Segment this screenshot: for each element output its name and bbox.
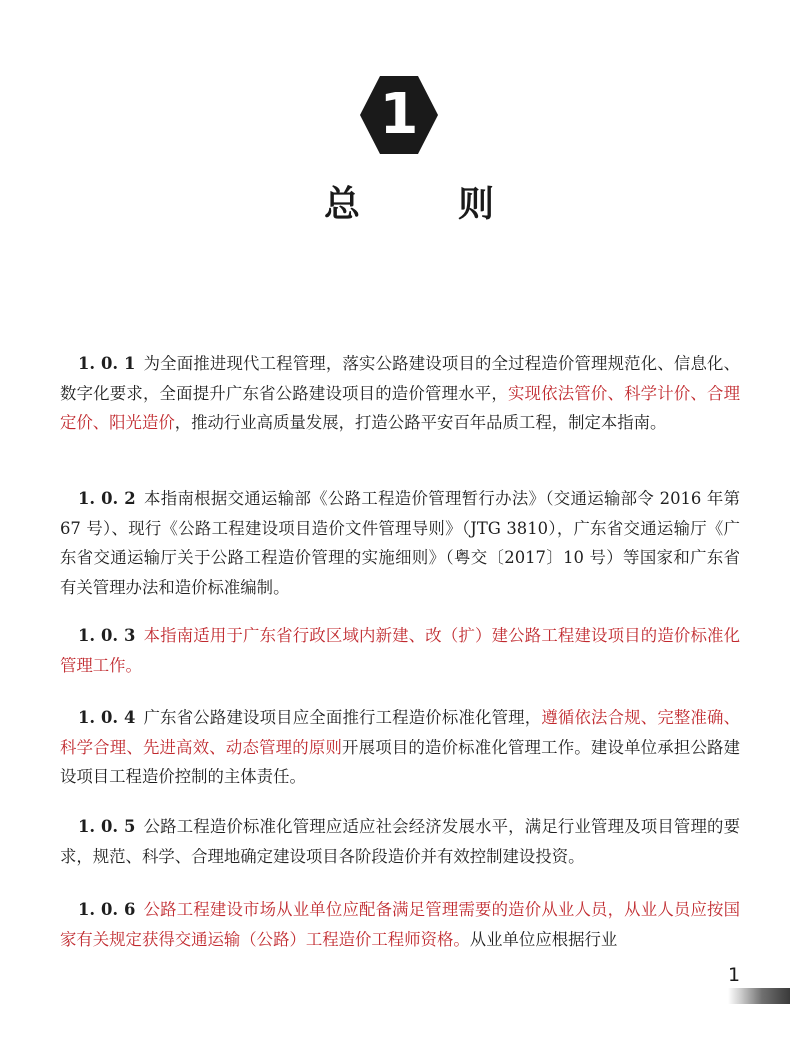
clause-text: 为全面推进现代工程管理，落实公路建设项目的全过程造价管理规范化、信息化、数字化要求，全面提升广东省公路建设项目的造价管理水平， xyxy=(60,354,740,403)
clause-text: 从业单位应根据行业 xyxy=(469,929,618,949)
clause-text: 公路工程造价标准化管理应适应社会经济发展水平，满足行业管理及项目管理的要求，规范、科学、合理地确定建设项目各阶段造价并有效控制建设投资。 xyxy=(60,817,740,866)
clause-1-0-6 xyxy=(60,895,740,954)
clause-number: 1. 0. 6 xyxy=(78,900,136,919)
clause-1-0-4 xyxy=(60,703,740,792)
clause-number: 1. 0. 5 xyxy=(78,817,136,836)
clause-text: 开展项目的造价标准化管理工作。建设单位承担公路建设项目工程造价控制的主体责任。 xyxy=(60,737,741,786)
clause-text-emphasis: 遵循依法合规、完整准确、科学合理、先进高效、动态管理的原则 xyxy=(60,708,741,757)
page-number: 1 xyxy=(727,964,741,986)
clause-number: 1. 0. 3 xyxy=(78,626,136,645)
page-edge-bar xyxy=(728,988,790,1004)
clause-1-0-2 xyxy=(60,484,740,602)
clause-1-0-5 xyxy=(60,812,740,871)
chapter-title-char: 总 xyxy=(324,183,361,225)
clause-text: ，推动行业高质量发展，打造公路平安百年品质工程，制定本指南。 xyxy=(174,413,667,432)
clause-text: 广东省公路建设项目应全面推行工程造价标准化管理， xyxy=(143,708,542,727)
chapter-title-char: 则 xyxy=(457,183,494,225)
clause-number: 1. 0. 4 xyxy=(78,708,136,727)
chapter-title xyxy=(324,176,494,226)
clause-text-emphasis: 公路工程建设市场从业单位应配备满足管理需要的造价从业人员，从业人员应按国家有关规定获得交通运输（公路）工程造价工程师资格。 xyxy=(60,900,740,949)
clause-number: 1. 0. 2 xyxy=(78,489,136,508)
clause-1-0-3 xyxy=(60,621,740,680)
clause-text-emphasis: 本指南适用于广东省行政区域内新建、改（扩）建公路工程建设项目的造价标准化管理工作。 xyxy=(60,626,740,675)
clause-text-emphasis: 实现依法管价、科学计价、合理定价、阳光造价 xyxy=(60,383,741,432)
chapter-number: 1 xyxy=(379,82,419,147)
clause-1-0-1 xyxy=(60,349,740,438)
chapter-badge xyxy=(358,74,440,156)
clause-number: 1. 0. 1 xyxy=(78,354,136,373)
clause-text: 本指南根据交通运输部《公路工程造价管理暂行办法》（交通运输部令 2016 年第 67 号）、现行《公路工程建设项目造价文件管理导则》（JTG 3810），广东省交通运输厅《广东省交通运输厅关于公路工程造价管理的实施细则》（粤交〔2017〕10 号）等国家和广东省有关管理办法和造价标准编制。 xyxy=(60,489,740,597)
